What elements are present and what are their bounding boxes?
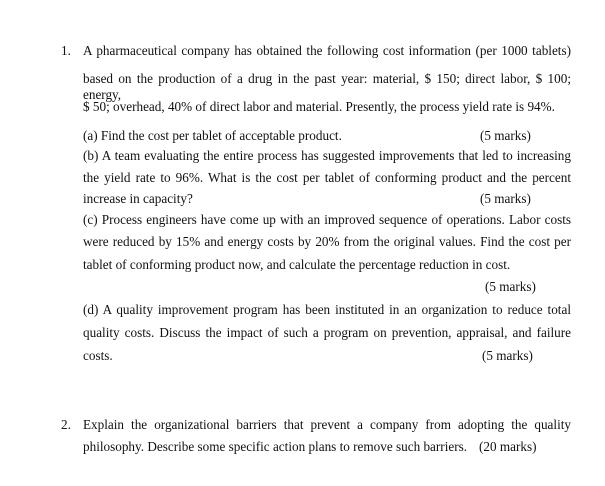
marks-label: (5 marks) [480, 128, 531, 143]
question-text-line: philosophy. Describe some specific action plans to remove such barriers. [83, 439, 468, 454]
part-text-line: (a) Find the cost per tablet of acceptable product. [83, 128, 342, 143]
part-text-line: the yield rate to 96%. What is the cost per tablet of conforming product and the percent [83, 170, 571, 185]
part-text-line: tablet of conforming product now, and calculate the percentage reduction in cost. [83, 257, 511, 272]
part-text-line: (b) A team evaluating the entire process has suggested improvements that led to increasing [83, 148, 571, 163]
marks-label: (5 marks) [482, 348, 533, 363]
marks-label: (5 marks) [485, 279, 536, 294]
question-number: 1. [61, 43, 71, 58]
part-text-line: quality costs. Discuss the impact of such a program on prevention, appraisal, and failure [83, 325, 571, 340]
part-text-line: (d) A quality improvement program has been instituted in an organization to reduce total [83, 302, 571, 317]
question-text-line: $ 50; overhead, 40% of direct labor and material. Presently, the process yield rate is 94%. [83, 99, 555, 114]
question-text-line: Explain the organizational barriers that prevent a company from adopting the quality [83, 417, 571, 432]
question-text-line: based on the production of a drug in the past year: material, $ 150; direct labor, $ 100; energy, [83, 71, 571, 102]
question-text-line: A pharmaceutical company has obtained the following cost information (per 1000 tablets) [83, 43, 571, 58]
part-text-line: increase in capacity? [83, 191, 193, 206]
part-text-line: costs. [83, 348, 113, 363]
marks-label: (5 marks) [480, 191, 531, 206]
part-text-line: (c) Process engineers have come up with an improved sequence of operations. Labor costs [83, 212, 571, 227]
question-number: 2. [61, 417, 71, 432]
marks-label: (20 marks) [479, 439, 537, 454]
part-text-line: were reduced by 15% and energy costs by 20% from the original values. Find the cost per [83, 234, 571, 249]
